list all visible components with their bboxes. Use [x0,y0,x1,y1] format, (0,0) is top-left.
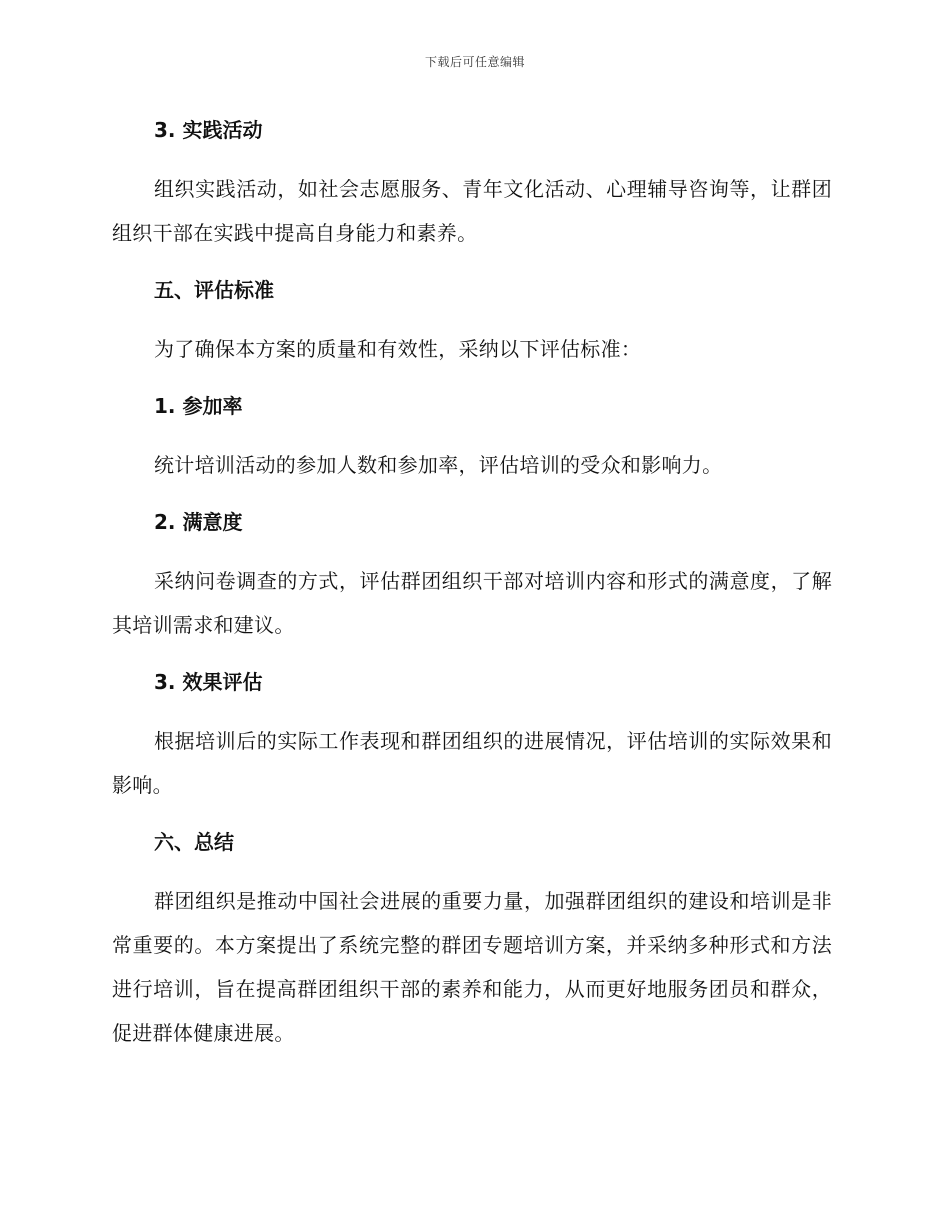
paragraph-satisfaction: 采纳问卷调查的方式，评估群团组织干部对培训内容和形式的满意度，了解其培训需求和建议。 [112,569,832,637]
paragraph-effect: 根据培训后的实际工作表现和群团组织的进展情况，评估培训的实际效果和影响。 [112,729,832,797]
subheading-participation: 1. 参加率 [154,394,243,418]
subheading-effect: 3. 效果评估 [154,670,263,694]
section-heading-summary: 六、总结 [154,830,234,854]
paragraph-participation: 统计培训活动的参加人数和参加率，评估培训的受众和影响力。 [154,453,723,477]
section-heading-evaluation: 五、评估标准 [154,278,274,302]
page-header: 下载后可任意编辑 [424,55,525,69]
subheading-satisfaction: 2. 满意度 [154,510,243,534]
paragraph-evaluation-intro: 为了确保本方案的质量和有效性，采纳以下评估标准： [154,337,642,361]
paragraph-practice: 组织实践活动，如社会志愿服务、青年文化活动、心理辅导咨询等，让群团组织干部在实践中提高自身能力和素养。 [112,177,832,245]
section-heading-practice: 3. 实践活动 [154,118,263,142]
document-body [112,112,832,1055]
paragraph-summary: 群团组织是推动中国社会进展的重要力量，加强群团组织的建设和培训是非常重要的。本方案提出了系统完整的群团专题培训方案，并采纳多种形式和方法进行培训，旨在提高群团组织干部的素养和能力，从而更好地服务团员和群众，促进群体健康进展。 [112,889,832,1045]
